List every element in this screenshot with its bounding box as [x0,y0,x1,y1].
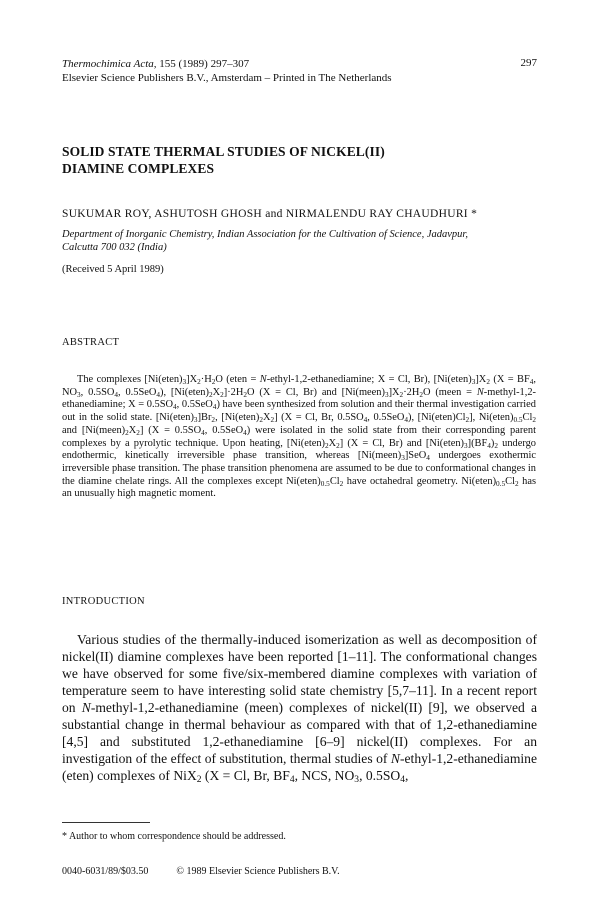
introduction-body [62,631,537,784]
journal-citation-line [62,57,532,71]
received-date: (Received 5 April 1989) [62,264,164,275]
abstract-paragraph: The complexes $[Ni(eten)_3]X_2\cdot H_2O$ (eten = N-ethyl-1,2-ethanediamine; X = Cl, Br), $[Ni(eten)_3]X_2$ ($X = BF_4$, $NO_3$, $0.5SO_4$, 0.5SeO$_4$), $[Ni(eten)_2X_2]\cdot 2H_2O$ (X = Cl, Br) and $[Ni(meen)_3]X_2\cdot 2H_2O$ (meen = N-methyl-1,2-ethanediamine; $X = 0.5SO_4$, 0.5SeO$_4$) have been synthesized from solution and their thermal investigation carried out in the solid state. $[Ni(eten)_3]Br_2$, $[Ni(eten)_2X_2] (X = Cl$, Br, $0.5SO_4$, 0.5SeO$_4$), $[Ni(eten)Cl_2]$, $Ni(eten)_{0.5}Cl_2$ and $[Ni(meen)_2X_2] (X = 0.5SO_4$, 0.5SeO$_4$) were isolated in the solid state from their corresponding parent complexes by a pyrolytic technique. Upon heating, $[Ni(eten)_2X_2] (X = Cl$, Br) and $[Ni(eten)_3](BF_4)_2$ undergo endothermic, kinetically irreversible phase transition, whereas $[Ni(meen)_3]SeO_4$ undergoes exothermic irreversible phase transition. The phase transition phenomena are assumed to be due to conformational changes in the diamine chelate rings. All the complexes except $Ni(eten)_{0.5}Cl_2$ have octahedral geometry. $Ni(eten)_{0.5}Cl_2$ has an unusually high magnetic moment. [62,374,537,500]
introduction-heading: INTRODUCTION [62,596,145,607]
affiliation [62,228,536,254]
journal-name: Thermochimica Acta, [62,58,157,70]
page-number: 297 [520,57,537,69]
article-code: 0040-6031/89/$03.50 [62,866,149,877]
affiliation-line-1: Department of Inorganic Chemistry, Indian Association for the Cultivation of Science, Jadavpur, [62,229,468,240]
abstract-body [62,374,536,501]
affiliation-line-2: Calcutta 700 032 (India) [62,242,167,253]
copyright-notice: © 1989 Elsevier Science Publishers B.V. [176,866,340,877]
article-title [62,143,532,177]
publisher-line: Elsevier Science Publishers B.V., Amsterdam – Printed in The Netherlands [62,72,392,84]
page-footer [62,866,532,877]
article-title-line-2: DIAMINE COMPLEXES [62,161,215,176]
abstract-heading: ABSTRACT [62,337,120,348]
introduction-paragraph: Various studies of the thermally-induced isomerization as well as decomposition of nickel(II) diamine complexes have been reported [1–11]. The conformational changes we have observed for some five/six-membered diamine complexes with variation of temperature seem to have interesting solid state chemistry [5,7–11]. In a recent report on N-methyl-1,2-ethanediamine (meen) complexes of nickel(II) [9], we observed a substantial change in thermal behaviour as compared with that of 1,2-ethanediamine [4,5] and substituted 1,2-ethanediamine [6–9] nickel(II) complexes. For an investigation of the effect of substitution, thermal studies of N-ethyl-1,2-ethanediamine (eten) complexes of NiX$_2$ (X = Cl, Br, $BF_4$, NCS, $NO_3$, $0.5SO_4$, [62,632,537,785]
footnote: * Author to whom correspondence should be addressed. [62,831,286,842]
journal-header [62,57,532,85]
footnote-divider [62,822,150,823]
article-title-line-1: SOLID STATE THERMAL STUDIES OF NICKEL(II) [62,144,385,159]
author-list: SUKUMAR ROY, ASHUTOSH GHOSH and NIRMALENDU RAY CHAUDHURI * [62,208,478,220]
journal-volume-pages: 155 (1989) 297–307 [159,58,250,70]
